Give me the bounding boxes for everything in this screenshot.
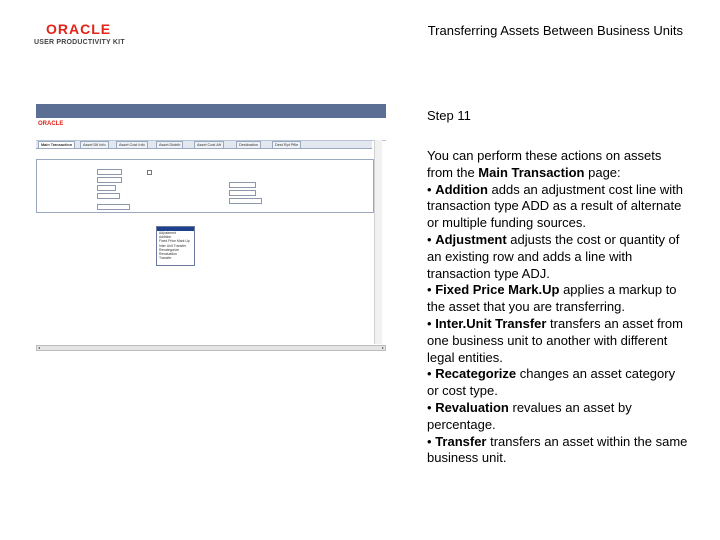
upk-logo-text: USER PRODUCTIVITY KIT <box>34 39 125 46</box>
screenshot-tab-main-transaction[interactable]: Main Transaction <box>38 141 75 148</box>
screenshot-vertical-scrollbar[interactable] <box>374 140 382 344</box>
screenshot-tab-destination[interactable]: Destination <box>236 141 261 148</box>
screenshot-horizontal-scrollbar[interactable] <box>36 345 386 351</box>
scroll-left-icon[interactable]: ◂ <box>38 345 41 350</box>
description-item-interunit-transfer: • Inter.Unit Transfer transfers an asset from one business unit to another with different legal entities. <box>427 315 683 365</box>
screenshot-checkbox[interactable] <box>147 170 152 175</box>
dropdown-option[interactable]: Inter Unit Transfer <box>159 243 187 248</box>
screenshot-tab-dest-rpt[interactable]: Dest Rpt Pfile <box>272 141 301 148</box>
screenshot-oracle-logo: ORACLE <box>38 121 64 127</box>
dropdown-option[interactable]: Adjustment <box>159 231 176 235</box>
page-title: Transferring Assets Between Business Units <box>427 23 683 38</box>
screenshot-view-transaction-panel <box>36 159 374 213</box>
screenshot-tab-asset-cost[interactable]: Asset Cost Info <box>116 141 148 148</box>
dropdown-option[interactable]: Revaluation <box>159 252 177 257</box>
screenshot-tab-bar <box>36 141 372 149</box>
oracle-upk-logo <box>34 22 152 48</box>
screenshot-field-5[interactable] <box>229 182 256 188</box>
embedded-screenshot <box>36 104 386 354</box>
step-number: Step 11 <box>427 108 471 123</box>
screenshot-tab-asset-dtl[interactable]: Asset Dtl Info <box>80 141 109 148</box>
screenshot-field-1[interactable] <box>97 169 122 175</box>
description-item-revaluation: • Revaluation revalues an asset by percentage. <box>427 399 632 432</box>
dropdown-option[interactable]: Addition <box>159 235 172 240</box>
screenshot-field-2[interactable] <box>97 177 122 183</box>
screenshot-action-select[interactable] <box>97 204 130 210</box>
screenshot-field-6[interactable] <box>229 190 256 196</box>
description-item-adjustment: • Adjustment adjusts the cost or quantity of an existing row and adds a line with transaction type ADJ. <box>427 231 680 281</box>
screenshot-field-3[interactable] <box>97 185 116 191</box>
screenshot-tab-asset-distrib[interactable]: Asset Distrib <box>156 141 183 148</box>
description-intro: You can perform these actions on assets from the Main Transaction page: <box>427 148 662 180</box>
description-item-transfer: • Transfer transfers an asset within the same business unit. <box>427 433 688 466</box>
description-item-addition: • Addition adds an adjustment cost line with transaction type ADD as a result of alternate or multiple funding sources. <box>427 181 684 231</box>
screenshot-browser-bar <box>36 104 386 118</box>
screenshot-field-7[interactable] <box>229 198 262 204</box>
screenshot-header <box>36 118 386 141</box>
scroll-right-icon[interactable]: ▸ <box>381 345 384 350</box>
screenshot-action-dropdown[interactable] <box>156 226 195 266</box>
dropdown-option[interactable]: Recategorize <box>159 247 179 252</box>
dropdown-option[interactable]: Fixed Price Mark Up <box>159 239 190 244</box>
description-item-fixed-price-markup: • Fixed Price Mark.Up applies a markup to the asset that you are transferring. <box>427 282 677 315</box>
screenshot-field-4[interactable] <box>97 193 120 199</box>
step-description <box>427 148 689 467</box>
dropdown-option[interactable]: Transfer <box>159 256 172 261</box>
oracle-logo-text: ORACLE <box>46 21 112 37</box>
screenshot-tab-asset-cost-aft[interactable]: Asset Cost Aft <box>194 141 224 148</box>
description-item-recategorize: • Recategorize changes an asset category or cost type. <box>427 366 676 399</box>
